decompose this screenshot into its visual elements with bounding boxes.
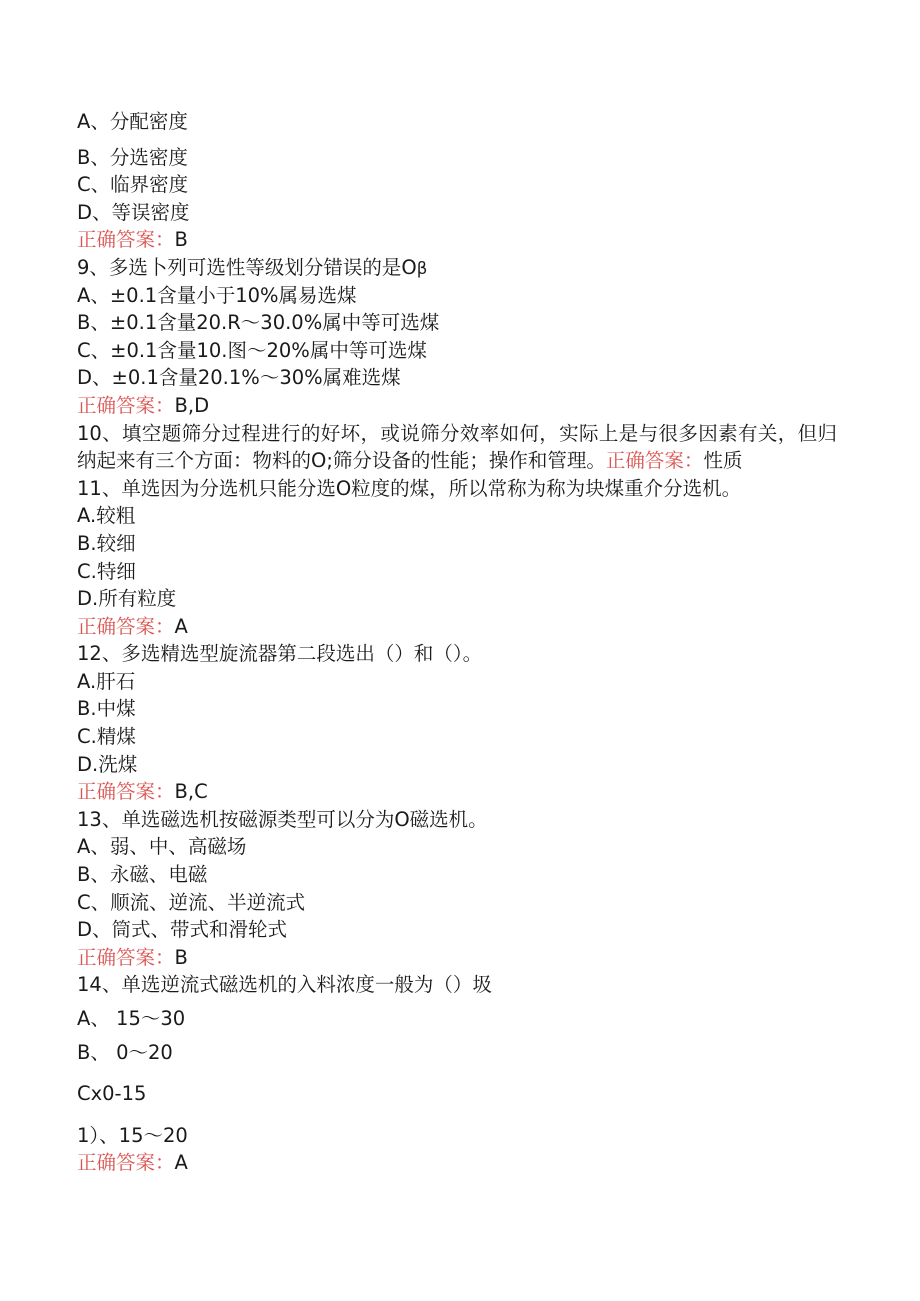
q13-option-c: C、顺流、逆流、半逆流式 bbox=[77, 890, 306, 914]
q12-option-a: A.肝石 bbox=[77, 669, 136, 693]
answer-value: A bbox=[174, 1151, 188, 1175]
q9-stem-text: 9、多选卜列可选性等级划分错误的是O bbox=[77, 255, 417, 279]
q12-stem: 12、多选精选型旋流器第二段选出（）和（）。 bbox=[77, 642, 483, 666]
answer-label: 正确答案： bbox=[77, 614, 175, 638]
q12-option-b: B.中煤 bbox=[77, 697, 136, 721]
q13-option-d: D、筒式、带式和滑轮式 bbox=[77, 918, 288, 942]
q14-option-a: A、 15〜30 bbox=[77, 1007, 186, 1030]
q13-option-b: B、永磁、电磁 bbox=[77, 863, 208, 887]
answer-label: 正确答案： bbox=[77, 228, 175, 252]
answer-label: 正确答案： bbox=[77, 393, 175, 417]
q11-option-c: C.特细 bbox=[77, 559, 136, 583]
q12-answer bbox=[77, 778, 837, 806]
q9-option-b: B、±0.1含量20.R〜30.0%属中等可选煤 bbox=[77, 311, 440, 335]
answer-label: 正确答案： bbox=[77, 1151, 175, 1175]
q14-option-d: 1）、15〜20 bbox=[77, 1123, 188, 1147]
q8-option-d: D、等误密度 bbox=[77, 200, 190, 224]
q8-option-c: C、临界密度 bbox=[77, 173, 189, 197]
q10-stem: 10、填空题筛分过程进行的好坏，或说筛分效率如何，实际上是与很多因素有关，但归纳起来有三个方面：物料的O;筛分设备的性能；操作和管理。 bbox=[77, 421, 837, 473]
q8-option-a: A、分配密度 bbox=[77, 110, 188, 133]
q11-option-d: D.所有粒度 bbox=[77, 587, 177, 611]
q14-option-b: B、 0〜20 bbox=[77, 1040, 173, 1064]
answer-label: 正确答案： bbox=[77, 780, 175, 804]
answer-value: B,C bbox=[174, 780, 208, 804]
q13-answer bbox=[77, 944, 837, 972]
q11-option-a: A.较粗 bbox=[77, 504, 136, 528]
q10-answer-label: 正确答案： bbox=[605, 449, 704, 473]
q10-block bbox=[77, 420, 837, 475]
document-page bbox=[77, 108, 837, 1177]
q9-option-d: D、±0.1含量20.1%〜30%属难选煤 bbox=[77, 366, 401, 390]
q10-answer-value: 性质 bbox=[703, 449, 743, 473]
answer-label: 正确答案： bbox=[77, 945, 175, 969]
q9-option-c: C、±0.1含量10.图〜20%属中等可选煤 bbox=[77, 338, 427, 362]
q14-stem: 14、单选逆流式磁选机的入料浓度一般为（）圾 bbox=[77, 973, 492, 997]
q9-stem-tail: β bbox=[416, 258, 428, 278]
q9-answer bbox=[77, 392, 837, 420]
q13-stem: 13、单选磁选机按磁源类型可以分为O磁选机。 bbox=[77, 807, 488, 831]
q11-answer bbox=[77, 613, 837, 641]
q9-stem bbox=[77, 254, 837, 282]
q8-option-b: B、分选密度 bbox=[77, 145, 188, 169]
answer-value: B bbox=[174, 228, 188, 252]
answer-value: B,D bbox=[174, 393, 210, 417]
q8-answer bbox=[77, 226, 837, 254]
q12-option-d: D.洗煤 bbox=[77, 752, 138, 776]
q13-option-a: A、弱、中、高磁场 bbox=[77, 835, 247, 859]
q11-stem: 11、单选因为分选机只能分选O粒度的煤，所以常称为称为块煤重介分选机。 bbox=[77, 476, 742, 500]
q14-option-c: Cx0-15 bbox=[77, 1082, 147, 1106]
q14-answer bbox=[77, 1149, 837, 1177]
answer-value: A bbox=[174, 614, 188, 638]
q11-option-b: B.较细 bbox=[77, 531, 136, 555]
q12-option-c: C.精煤 bbox=[77, 725, 136, 749]
answer-value: B bbox=[174, 945, 188, 969]
q9-option-a: A、±0.1含量小于10%属易选煤 bbox=[77, 283, 357, 307]
